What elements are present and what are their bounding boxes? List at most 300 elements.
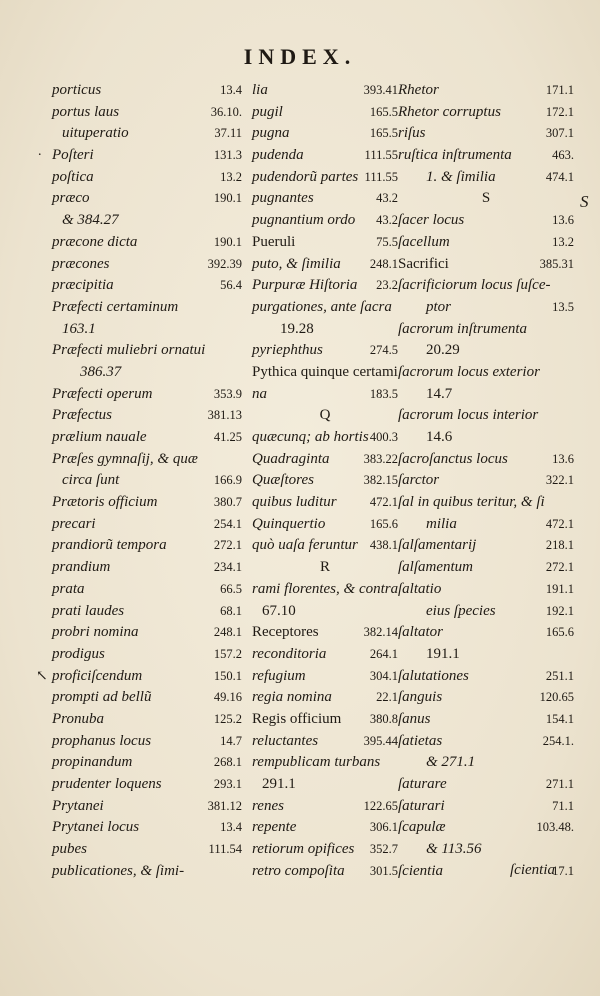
index-entry [52, 622, 242, 644]
entry-term: prati laudes [52, 602, 125, 619]
entry-term: ruſtica inſtrumenta [398, 147, 512, 164]
index-entry [52, 839, 242, 861]
index-entry [52, 340, 242, 362]
index-entry [252, 232, 398, 254]
entry-term: reconditoria [252, 645, 327, 662]
entry-reference: 13.2 [220, 169, 242, 184]
index-column-1 [52, 80, 242, 882]
index-entry [398, 297, 574, 319]
entry-term: ſaltatio [398, 580, 442, 597]
entry-reference: 111.55 [364, 148, 398, 163]
index-entry [252, 449, 398, 471]
entry-reference: 172.1 [545, 104, 574, 119]
entry-reference: 41.25 [213, 430, 242, 444]
index-entry [252, 557, 398, 579]
index-entry [252, 123, 398, 145]
index-entry [52, 188, 242, 210]
index-entry [52, 275, 242, 297]
entry-term: riſus [398, 125, 426, 142]
entry-term: milia [426, 515, 457, 532]
index-entry [398, 817, 574, 839]
index-entry [52, 644, 242, 666]
entry-term: prudenter loquens [52, 776, 162, 792]
entry-reference: 322.1 [545, 473, 574, 488]
entry-term: reluctantes [252, 732, 319, 749]
index-entry [398, 731, 574, 753]
entry-term: & 113.56 [426, 841, 482, 858]
entry-reference: 13.4 [220, 83, 242, 97]
index-entry [398, 449, 574, 471]
entry-term: Præfecti muliebri ornatui [52, 342, 206, 359]
entry-reference: 353.9 [213, 386, 242, 401]
index-entry [398, 752, 574, 774]
index-entry [252, 622, 398, 644]
entry-reference: 400.3 [369, 430, 398, 444]
entry-term: pudenda [252, 147, 304, 164]
entry-term: ſacrificiorum locus ſuſce- [398, 277, 551, 294]
entry-term: purgationes, ante ſacra [252, 298, 392, 315]
entry-term: Præfecti operum [52, 385, 153, 402]
entry-term: Prætoris officium [52, 494, 158, 511]
index-entry [52, 232, 242, 254]
index-entry [252, 796, 398, 818]
entry-term: lia [252, 82, 268, 98]
entry-reference: 472.1 [369, 495, 398, 510]
entry-term: Prytanei [52, 797, 104, 814]
index-entry [52, 145, 242, 167]
index-entry [252, 319, 398, 341]
index-entry [252, 188, 398, 210]
entry-reference: 438.1 [369, 538, 398, 553]
entry-reference: 218.1 [545, 538, 574, 553]
index-entry [52, 102, 242, 124]
entry-reference: 385.31 [539, 256, 574, 271]
entry-term: ſalſamentarij [398, 537, 477, 554]
entry-reference: 66.5 [220, 581, 242, 596]
entry-term: publicationes, & ſimi- [52, 862, 185, 879]
entry-term: ſarctor [398, 472, 440, 489]
entry-reference: 13.5 [552, 299, 574, 314]
entry-reference: 122.65 [363, 798, 398, 813]
entry-term: Pueruli [252, 233, 296, 250]
index-entry [52, 167, 242, 189]
entry-term: Quæſtores [252, 472, 314, 489]
index-entry [52, 427, 242, 449]
entry-term: Pronuba [52, 710, 104, 727]
index-entry [52, 687, 242, 709]
entry-term: prodigus [52, 645, 105, 662]
index-entry [52, 297, 242, 319]
index-entry [52, 666, 242, 688]
entry-term: præcones [52, 255, 110, 272]
entry-term: 67.10 [262, 602, 296, 619]
entry-term: Receptores [252, 624, 319, 641]
index-column-3 [398, 80, 574, 882]
entry-reference: 165.6 [545, 625, 574, 640]
index-entry [398, 839, 574, 861]
entry-reference: 271.1 [545, 777, 574, 791]
catchword: ſcientia [510, 862, 555, 878]
index-entry [52, 470, 242, 492]
entry-term: 386.37 [80, 363, 122, 380]
index-entry [252, 666, 398, 688]
entry-term: Purpuræ Hiſtoria [252, 277, 358, 294]
index-entry [252, 579, 398, 601]
entry-reference: 68.1 [220, 603, 242, 618]
index-entry [398, 232, 574, 254]
entry-term: uituperatio [62, 125, 129, 142]
entry-term: ſacellum [398, 233, 450, 250]
entry-reference: 183.5 [369, 386, 398, 401]
entry-term: 1. & ſimilia [426, 168, 496, 185]
entry-reference: 272.1 [545, 560, 574, 575]
entry-reference: 293.1 [213, 777, 242, 791]
entry-term: ſatietas [398, 732, 443, 749]
entry-term: prophanus locus [52, 732, 152, 749]
entry-term: porticus [52, 82, 102, 98]
entry-term: Regis officium [252, 710, 342, 727]
index-entry [252, 709, 398, 731]
index-entry [252, 340, 398, 362]
entry-term: pugnantium ordo [252, 212, 356, 229]
index-entry [252, 839, 398, 861]
entry-term: ſaturari [398, 797, 445, 814]
entry-term: ſacroſanctus locus [398, 450, 508, 467]
entry-term: prælium nauale [52, 429, 147, 445]
entry-term: Sacrifici [398, 255, 449, 272]
index-entry [398, 774, 574, 796]
entry-term: & 384.27 [62, 212, 119, 229]
entry-reference: 463. [552, 148, 574, 163]
index-entry [398, 492, 574, 514]
entry-reference: 254.1. [542, 733, 574, 748]
entry-term: portus laus [52, 103, 120, 120]
page-header: INDEX. [243, 44, 357, 69]
index-entry [398, 319, 574, 341]
entry-term: rami florentes, & contra [252, 580, 399, 597]
entry-reference: 392.39 [207, 256, 242, 271]
index-entry [398, 123, 574, 145]
entry-term: ſacer locus [398, 212, 465, 229]
index-entry [52, 319, 242, 341]
entry-term: Rhetor corruptus [398, 103, 501, 120]
index-entry [252, 427, 398, 449]
entry-reference: 393.41 [363, 83, 398, 97]
entry-term: retiorum opifices [252, 841, 355, 858]
entry-term: ſal in quibus teritur, & ſi [398, 494, 545, 511]
index-entry [398, 601, 574, 623]
entry-reference: 380.7 [213, 495, 242, 510]
entry-reference: 56.4 [220, 278, 242, 293]
entry-reference: 165.5 [369, 104, 398, 119]
index-entry [252, 254, 398, 276]
entry-reference: 111.55 [364, 169, 398, 184]
entry-term: pugnantes [252, 190, 314, 207]
index-entry [52, 405, 242, 427]
entry-reference: 352.7 [369, 842, 398, 857]
entry-reference: 234.1 [213, 560, 242, 575]
entry-term: retro compoſita [252, 862, 345, 879]
entry-term: puto, & ſimilia [252, 255, 341, 272]
index-entry [398, 579, 574, 601]
index-entry [398, 535, 574, 557]
index-entry [52, 709, 242, 731]
index-entry [252, 80, 398, 102]
index-entry [52, 579, 242, 601]
entry-reference: 268.1 [213, 755, 242, 770]
entry-reference: 381.13 [207, 408, 242, 423]
index-entry [398, 622, 574, 644]
index-entry [398, 644, 574, 666]
entry-term: proficiſcendum [52, 667, 143, 684]
entry-term: Prytanei locus [52, 819, 140, 836]
entry-reference: 380.8 [369, 711, 398, 726]
entry-term: quæcunq; ab hortis [252, 429, 369, 445]
entry-reference: 307.1 [545, 126, 574, 141]
entry-term: prandium [52, 559, 111, 576]
index-entry [398, 405, 574, 427]
index-entry [52, 80, 242, 102]
entry-term: ſcientia [398, 862, 443, 879]
index-entry [252, 275, 398, 297]
index-entry [252, 752, 398, 774]
entry-term: 14.7 [426, 385, 453, 402]
entry-term: probri nomina [52, 624, 139, 641]
entry-reference: 248.1 [213, 625, 242, 640]
index-entry [252, 644, 398, 666]
entry-reference: 301.5 [369, 863, 398, 878]
entry-reference: 166.9 [213, 473, 242, 488]
margin-dot-mark: . [38, 144, 42, 159]
entry-term: Pythica quinque certami [252, 363, 398, 380]
entry-term: Q [319, 407, 331, 424]
margin-hand-mark: ↖ [36, 669, 48, 684]
entry-reference: 75.5 [376, 234, 398, 249]
entry-term: eius ſpecies [426, 602, 496, 619]
entry-term: 19.28 [280, 320, 314, 337]
index-entry [52, 731, 242, 753]
entry-reference: 306.1 [369, 820, 398, 835]
index-entry [52, 774, 242, 796]
index-entry [398, 384, 574, 406]
index-entry [398, 102, 574, 124]
entry-term: quò uaſa feruntur [252, 537, 358, 554]
entry-term: regia nomina [252, 689, 332, 706]
index-entry [398, 188, 574, 210]
entry-term: ſalſamentum [398, 559, 473, 576]
entry-term: na [252, 385, 267, 402]
entry-reference: 131.3 [213, 148, 242, 163]
entry-reference: 13.2 [552, 234, 574, 249]
entry-term: prandiorũ tempora [52, 537, 167, 554]
entry-term: ptor [426, 298, 452, 315]
entry-reference: 14.7 [220, 733, 242, 748]
entry-reference: 192.1 [545, 603, 574, 618]
index-entry [398, 210, 574, 232]
entry-reference: 125.2 [213, 711, 242, 726]
entry-term: prata [52, 580, 85, 597]
entry-reference: 472.1 [545, 516, 574, 531]
index-entry [398, 80, 574, 102]
index-entry [52, 796, 242, 818]
index-entry [52, 362, 242, 384]
entry-reference: 37.11 [214, 126, 242, 141]
entry-reference: 13.6 [552, 213, 574, 228]
entry-reference: 381.12 [207, 798, 242, 813]
entry-term: pudendorũ partes [252, 168, 359, 185]
index-entry [398, 514, 574, 536]
entry-reference: 274.5 [369, 343, 398, 358]
entry-reference: 382.14 [363, 625, 398, 640]
entry-reference: 49.16 [213, 690, 242, 705]
entry-term: Rhetor [398, 82, 439, 98]
entry-reference: 23.2 [376, 278, 398, 293]
entry-reference: 157.2 [213, 646, 242, 661]
index-entry [252, 535, 398, 557]
index-entry [252, 817, 398, 839]
entry-term: renes [252, 797, 284, 814]
entry-reference: 474.1 [545, 169, 574, 184]
index-entry [52, 254, 242, 276]
entry-term: pyriephthus [252, 342, 323, 359]
entry-term: 291.1 [262, 776, 296, 792]
index-entry [52, 210, 242, 232]
entry-term: repente [252, 819, 297, 836]
index-entry [252, 145, 398, 167]
entry-reference: 304.1 [369, 668, 398, 683]
entry-term: 163.1 [62, 320, 96, 337]
entry-term: S [481, 190, 491, 207]
entry-reference: 190.1 [213, 234, 242, 249]
index-entry [398, 427, 574, 449]
entry-term: Præſes gymnaſij, & quæ [52, 450, 198, 467]
entry-reference: 13.4 [220, 820, 242, 835]
index-entry [252, 731, 398, 753]
entry-term: & 271.1 [426, 754, 476, 771]
entry-term: præcone dicta [52, 233, 138, 250]
entry-reference: 13.6 [552, 451, 574, 466]
entry-term: 191.1 [426, 645, 460, 662]
index-entry [398, 666, 574, 688]
entry-reference: 248.1 [369, 256, 398, 271]
index-entry [52, 449, 242, 471]
entry-reference: 251.1 [545, 668, 574, 683]
entry-reference: 165.6 [369, 516, 398, 531]
entry-term: 14.6 [426, 429, 453, 445]
entry-reference: 103.48. [536, 820, 574, 835]
index-entry [52, 752, 242, 774]
entry-reference: 17.1 [552, 863, 574, 878]
entry-reference: 165.5 [369, 126, 398, 141]
entry-term: rempublicam turbans [252, 754, 381, 771]
entry-reference: 43.2 [376, 191, 398, 206]
entry-reference: 171.1 [545, 83, 574, 97]
entry-reference: 43.2 [376, 213, 398, 228]
entry-term: poſtica [52, 168, 94, 185]
index-entry [52, 492, 242, 514]
index-entry [398, 470, 574, 492]
entry-term: Quadraginta [252, 450, 330, 467]
index-entry [398, 796, 574, 818]
entry-term: R [319, 559, 330, 576]
index-entry [398, 254, 574, 276]
index-entry [252, 384, 398, 406]
margin-section-letter: S [580, 192, 589, 211]
entry-reference: 36.10. [210, 104, 242, 119]
entry-reference: 272.1 [213, 538, 242, 553]
index-entry [52, 384, 242, 406]
index-entry [52, 123, 242, 145]
entry-term: ſacrorum locus exterior [398, 363, 540, 380]
entry-term: pugna [252, 125, 290, 142]
index-entry [252, 492, 398, 514]
index-entry [398, 145, 574, 167]
index-entry [252, 774, 398, 796]
index-entry [398, 275, 574, 297]
index-entry [398, 340, 574, 362]
entry-reference: 120.65 [539, 690, 574, 705]
entry-term: ſacrorum locus interior [398, 407, 539, 424]
entry-term: ſacrorum inſtrumenta [398, 320, 528, 337]
index-column-2 [252, 80, 398, 882]
index-entry [252, 861, 398, 883]
index-entry [398, 362, 574, 384]
entry-term: ſalutationes [398, 667, 469, 684]
index-entry [52, 861, 242, 883]
entry-term: pubes [52, 841, 87, 858]
index-entry [398, 709, 574, 731]
entry-term: ſaturare [398, 776, 447, 792]
entry-term: præco [52, 190, 90, 207]
entry-reference: 190.1 [213, 191, 242, 206]
entry-reference: 383.22 [363, 451, 398, 466]
index-entry [252, 297, 398, 319]
entry-reference: 264.1 [369, 646, 398, 661]
index-entry [52, 535, 242, 557]
index-entry [252, 514, 398, 536]
index-entry [252, 210, 398, 232]
entry-term: Præfectus [52, 407, 112, 424]
entry-term: Poſteri [52, 147, 94, 164]
entry-term: circa ſunt [62, 472, 120, 489]
index-entry [398, 167, 574, 189]
entry-term: propinandum [52, 754, 133, 771]
entry-term: quibus luditur [252, 494, 337, 511]
entry-term: ſaltator [398, 624, 444, 641]
entry-term: precari [52, 515, 96, 532]
index-entry [398, 557, 574, 579]
index-entry [252, 687, 398, 709]
entry-term: Quinquertio [252, 515, 326, 532]
entry-reference: 191.1 [545, 581, 574, 596]
index-entry [252, 362, 398, 384]
entry-term: 20.29 [426, 342, 460, 359]
entry-term: refugium [252, 667, 306, 684]
entry-term: Præfecti certaminum [52, 298, 179, 315]
entry-term: ſanguis [398, 689, 443, 706]
entry-reference: 71.1 [552, 798, 574, 813]
index-entry [252, 102, 398, 124]
entry-term: præcipitia [52, 277, 114, 294]
index-entry [52, 601, 242, 623]
entry-reference: 154.1 [545, 711, 574, 726]
index-entry [252, 167, 398, 189]
index-entry [252, 601, 398, 623]
entry-reference: 254.1 [213, 516, 242, 531]
entry-reference: 382.15 [363, 473, 398, 488]
index-entry [52, 514, 242, 536]
index-entry [52, 817, 242, 839]
